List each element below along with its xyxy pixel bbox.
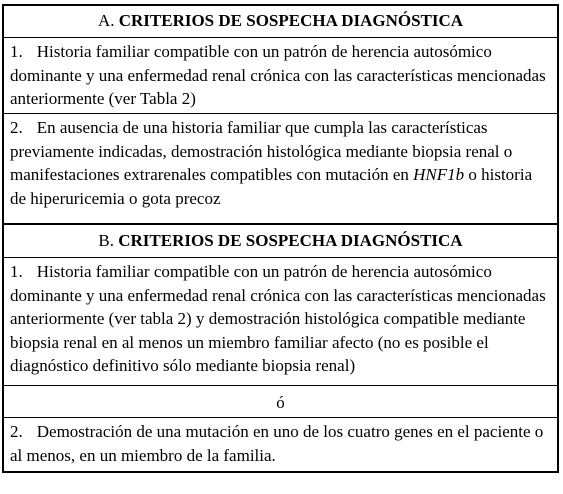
item-text: En ausencia de una historia familiar que cumpla las características previamente indicadas, demostración histológica mediante biopsia renal o manifestaciones extrarenales compatibles con mutación en bbox=[10, 118, 513, 184]
item-text: Historia familiar compatible con un patrón de herencia autosómico dominante y una enfermedad renal crónica con las características mencionadas anteriormente (ver Tabla 2) bbox=[10, 42, 546, 108]
section-a-prefix: A. bbox=[97, 11, 115, 30]
item-text-continued: o historia de hiperuricemia o gota precoz bbox=[10, 165, 533, 208]
section-a-title: CRITERIOS DE SOSPECHA DIAGNÓSTICA bbox=[118, 11, 464, 30]
section-a-header bbox=[4, 6, 557, 37]
section-a-item-1 bbox=[4, 37, 557, 113]
section-b-header bbox=[4, 223, 557, 257]
item-number: 1. bbox=[10, 262, 23, 281]
section-a-item-2 bbox=[4, 113, 557, 223]
criteria-table bbox=[2, 4, 559, 473]
section-b-item-2 bbox=[4, 417, 557, 471]
gene-name: HNF1b bbox=[413, 165, 465, 184]
item-number: 1. bbox=[10, 42, 23, 61]
item-number: 2. bbox=[10, 422, 23, 441]
section-b-item-1 bbox=[4, 257, 557, 385]
separator-row bbox=[4, 385, 557, 417]
item-text: Historia familiar compatible con un patrón de herencia autosómico dominante y una enfermedad renal crónica con las características mencionadas anteriormente (ver tabla 2) y demostración histológica compatible mediante biopsia renal en al menos un miembro familiar afecto (no es posible el diagnóstico definitivo sólo mediante biopsia renal) bbox=[10, 262, 546, 375]
section-b-prefix: B. bbox=[98, 231, 114, 250]
item-text: Demostración de una mutación en uno de los cuatro genes en el paciente o al menos, en un miembro de la familia. bbox=[10, 422, 544, 465]
section-b-title: CRITERIOS DE SOSPECHA DIAGNÓSTICA bbox=[118, 231, 463, 250]
item-number: 2. bbox=[10, 118, 23, 137]
separator-text: ó bbox=[276, 393, 285, 412]
